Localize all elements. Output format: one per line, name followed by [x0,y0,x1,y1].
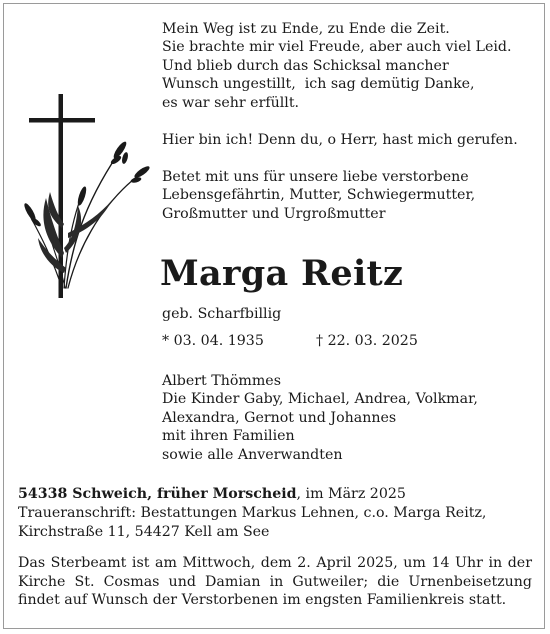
poem-line: Und blieb durch das Schicksal mancher [162,57,449,74]
mourners [162,372,478,464]
mourner-line: Die Kinder Gaby, Michael, Andrea, Volkmar, [162,391,478,408]
poem-line: Mein Weg ist zu Ende, zu Ende die Zeit. [162,21,450,37]
funeral-notice [18,554,532,610]
mourner-line: sowie alle Anverwandten [162,446,343,463]
bible-verse: Hier bin ich! Denn du, o Herr, hast mich gerufen. [162,132,518,148]
place-date [18,485,406,504]
notice-line: Das Sterbeamt ist am Mittwoch, dem 2. April 2025, um 14 Uhr in der [18,555,532,571]
place-date-suffix: , im März 2025 [296,486,406,502]
poem [162,20,511,112]
intro-line: Betet mit uns für unsere liebe verstorbene [162,169,469,185]
intro [162,168,475,223]
place-name: 54338 Schweich, früher Morscheid [18,486,297,502]
poem-line: es war sehr erfüllt. [162,94,300,111]
birth-date: * 03. 04. 1935 [162,333,264,349]
mourner-line: mit ihren Familien [162,428,295,445]
poem-line: Sie brachte mir viel Freude, aber auch viel Leid. [162,39,512,56]
deceased-name: Marga Reitz [160,253,404,294]
death-date: † 22. 03. 2025 [316,333,418,349]
mourner-line: Albert Thömmes [162,373,281,389]
poem-line: Wunsch ungestillt, ich sag demütig Danke, [162,76,475,93]
address-line: Traueranschrift: Bestattungen Markus Lehnen, c.o. Marga Reitz, [18,505,487,521]
cross-with-wheat-icon [22,88,154,298]
intro-line: Großmutter und Urgroßmutter [162,205,386,222]
address-line: Kirchstraße 11, 54427 Kell am See [18,524,270,540]
intro-line: Lebensgefährtin, Mutter, Schwiegermutter, [162,187,476,204]
birth-name: geb. Scharfbillig [162,306,282,322]
notice-line: Kirche St. Cosmas und Damian in Gutweiler; die Urnenbeisetzung [18,573,532,590]
notice-line: findet auf Wunsch der Verstorbenen im engsten Familienkreis statt. [18,592,507,609]
mourner-line: Alexandra, Gernot und Johannes [162,409,397,426]
